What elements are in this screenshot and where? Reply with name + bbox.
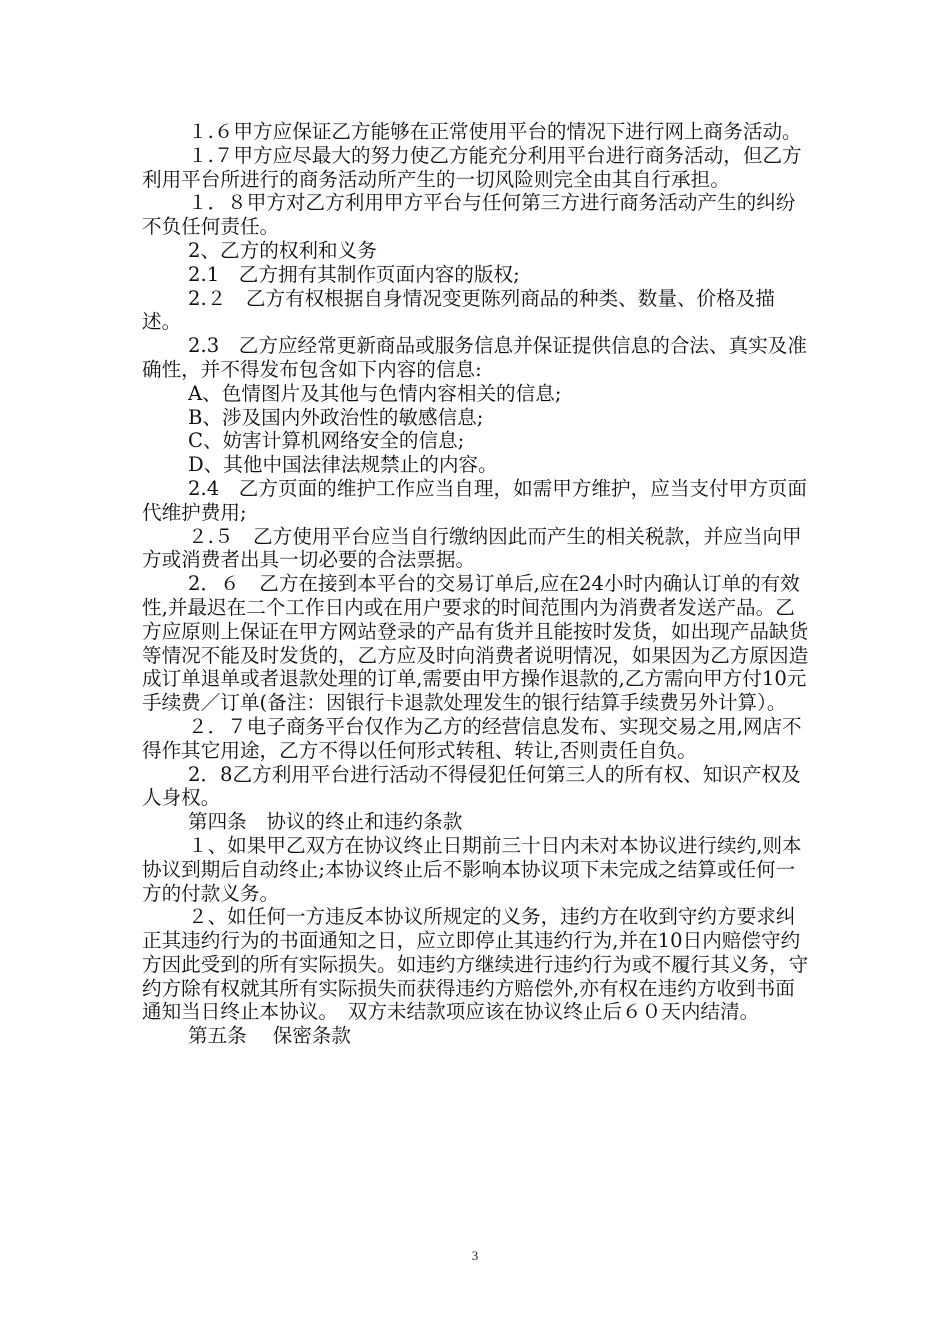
clause-2-3: 2.3 乙方应经常更新商品或服务信息并保证提供信息的合法、真实及准确性，并不得发布包含如下内容的信息: [142, 334, 807, 381]
clause-2-4: 2.4 乙方页面的维护工作应当自理，如需甲方维护，应当支付甲方页面代维护费用; [142, 476, 807, 524]
clause-2-7: ２．７电子商务平台仅作为乙方的经营信息发布、实现交易之用,网店不得作其它用途，乙方不得以任何形式转租、转让,否则责任自负。 [142, 714, 802, 762]
article-5-heading: 第五条 保密条款 [188, 1024, 351, 1048]
clause-2-3-item-a: A、色情图片及其他与色情内容相关的信息; [188, 381, 562, 405]
clause-2-2: 2.２ 乙方有权根据自身情况变更陈列商品的种类、数量、价格及描述。 [142, 286, 775, 334]
article-4-clause-1: １、如果甲乙双方在协议终止日期前三十日内未对本协议进行续约,则本协议到期后自动终止;本协议终止后不影响本协议项下未完成之结算或任何一方的付款义务。 [142, 833, 802, 905]
clause-1-6: １.６甲方应保证乙方能够在正常使用平台的情况下进行网上商务活动。 [188, 120, 802, 143]
clause-1-7: １.７甲方应尽最大的努力使乙方能充分利用平台进行商务活动，但乙方利用平台所进行的商务活动所产生的一切风险则完全由其自行承担。 [142, 143, 802, 191]
document-body [142, 120, 812, 1048]
section-heading-party-b-rights: 2、乙方的权利和义务 [188, 238, 377, 262]
clause-2-3-item-d: D、其他中国法律法规禁止的内容。 [188, 453, 498, 477]
clause-2-8: 2．8乙方利用平台进行活动不得侵犯任何第三人的所有权、知识产权及人身权。 [142, 762, 801, 810]
clause-2-5: ２.５ 乙方使用平台应当自行缴纳因此而产生的相关税款，并应当向甲方或消费者出具一切必要的合法票据。 [142, 524, 802, 572]
clause-2-3-item-c: C、妨害计算机网络安全的信息; [188, 429, 465, 453]
clause-2-6: 2．６ 乙方在接到本平台的交易订单后,应在24小时内确认订单的有效性,并最迟在二个工作日内或在用户要求的时间范围内为消费者发送产品。乙方应原则上保证在甲方网站登录的产品有货并且能按时发货，如出现产品缺货等情况不能及时发货的，乙方应及时向消费者说明情况，如果因为乙方原因造成订单退单或者退款处理的订单,需要由甲方操作退款的,乙方需向甲方付10元手续费／订单(备注：因银行卡退款处理发生的银行结算手续费另外计算）。 [142, 572, 809, 715]
clause-1-8: １．８甲方对乙方利用甲方平台与任何第三方进行商务活动产生的纠纷不负任何责任。 [142, 191, 796, 239]
clause-2-1: 2.1 乙方拥有其制作页面内容的版权; [188, 262, 520, 286]
article-4-heading: 第四条 协议的终止和违约条款 [188, 810, 463, 834]
article-4-clause-2: ２、如任何一方违反本协议所规定的义务，违约方在收到守约方要求纠正其违约行为的书面通知之日，应立即停止其违约行为,并在10日内赔偿守约方因此受到的所有实际损失。如违约方继续进行违约行为或不履行其义务，守约方除有权就其所有实际损失而获得违约方赔偿外,亦有权在违约方收到书面通知当日终止本协议。 双方未结款项应该在协议终止后６０天内结清。 [142, 905, 809, 1024]
page-number: 3 [471, 1248, 479, 1263]
clause-2-3-item-b: B、涉及国内外政治性的敏感信息; [188, 405, 484, 429]
